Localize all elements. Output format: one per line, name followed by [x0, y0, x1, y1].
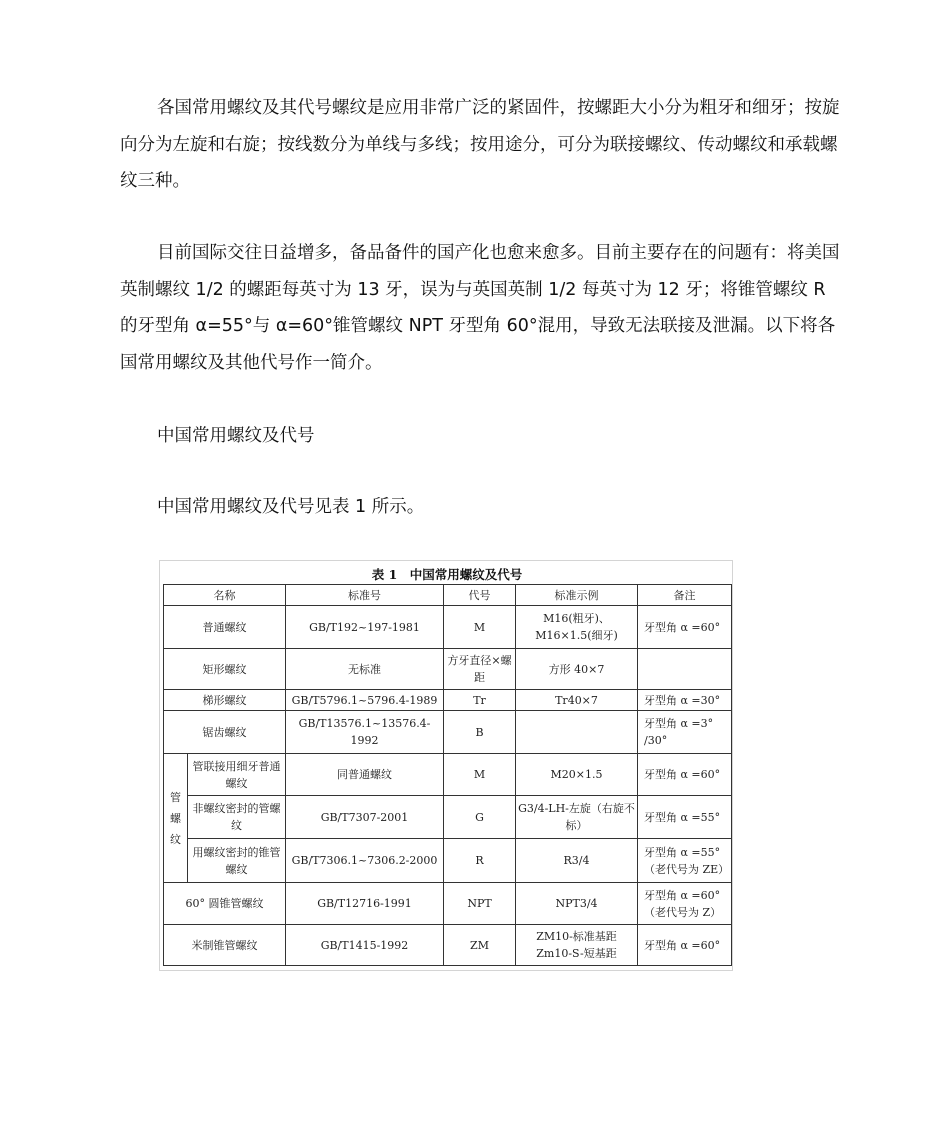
row-standard: 无标准 [286, 649, 444, 690]
row-name: 管联接用细牙普通螺纹 [188, 754, 286, 796]
row-example: G3/4-LH-左旋（右旋不标） [516, 796, 638, 839]
table-row [164, 925, 732, 966]
row-standard: GB/T192~197-1981 [286, 606, 444, 649]
header-note: 备注 [638, 585, 732, 606]
thread-table [163, 584, 732, 966]
row-name: 普通螺纹 [164, 606, 286, 649]
table-title: 表 1 中国常用螺纹及代号 [371, 567, 523, 582]
row-note: 牙型角 α =60° [638, 754, 732, 796]
pipe-thread-group-label: 管 螺 纹 [164, 754, 188, 883]
row-code: NPT [444, 883, 516, 925]
row-standard: GB/T7306.1~7306.2-2000 [286, 839, 444, 883]
row-example: Tr40×7 [516, 690, 638, 711]
row-code: R [444, 839, 516, 883]
section-heading: 中国常用螺纹及代号 [157, 426, 315, 446]
row-example [516, 711, 638, 754]
row-name: 梯形螺纹 [164, 690, 286, 711]
row-name: 锯齿螺纹 [164, 711, 286, 754]
row-note [638, 649, 732, 690]
row-standard: GB/T13576.1~13576.4-1992 [286, 711, 444, 754]
table-reference-paragraph: 中国常用螺纹及代号见表 1 所示。 [157, 497, 425, 517]
table-row [164, 839, 732, 883]
row-code: G [444, 796, 516, 839]
row-name: 米制锥管螺纹 [164, 925, 286, 966]
row-code: ZM [444, 925, 516, 966]
row-standard: GB/T7307-2001 [286, 796, 444, 839]
row-standard: GB/T12716-1991 [286, 883, 444, 925]
header-standard: 标准号 [286, 585, 444, 606]
row-standard: GB/T1415-1992 [286, 925, 444, 966]
intro-paragraph: 各国常用螺纹及其代号螺纹是应用非常广泛的紧固件，按螺距大小分为粗牙和细牙；按旋向分为左旋和右旋；按线数分为单线与多线；按用途分，可分为联接螺纹、传动螺纹和承载螺纹三种。 [120, 98, 840, 191]
row-code: B [444, 711, 516, 754]
header-example: 标准示例 [516, 585, 638, 606]
row-example: ZM10-标准基距 Zm10-S-短基距 [516, 925, 638, 966]
table-row [164, 690, 732, 711]
row-code: Tr [444, 690, 516, 711]
row-standard: GB/T5796.1~5796.4-1989 [286, 690, 444, 711]
row-example: 方形 40×7 [516, 649, 638, 690]
header-name: 名称 [164, 585, 286, 606]
row-note: 牙型角 α =60° [638, 606, 732, 649]
row-note: 牙型角 α =55° [638, 796, 732, 839]
table-row [164, 649, 732, 690]
row-example: NPT3/4 [516, 883, 638, 925]
table-row [164, 711, 732, 754]
row-example: M20×1.5 [516, 754, 638, 796]
row-note: 牙型角 α =55°（老代号为 ZE） [638, 839, 732, 883]
table-row [164, 754, 732, 796]
issues-paragraph: 目前国际交往日益增多，备品备件的国产化也愈来愈多。目前主要存在的问题有：将美国英制螺纹 1/2 的螺距每英寸为 13 牙，误为与英国英制 1/2 每英寸为 12 牙；将锥管螺纹 R 的牙型角 α=55°与 α=60°锥管螺纹 NPT 牙型角 60°混用，导致无法联接及泄漏。以下将各国常用螺纹及其他代号作一简介。 [120, 243, 840, 373]
row-name: 矩形螺纹 [164, 649, 286, 690]
row-code: M [444, 754, 516, 796]
row-name: 60° 圆锥管螺纹 [164, 883, 286, 925]
row-note: 牙型角 α =60° [638, 925, 732, 966]
table-image [159, 560, 733, 971]
table-row [164, 883, 732, 925]
row-name: 非螺纹密封的管螺纹 [188, 796, 286, 839]
row-standard: 同普通螺纹 [286, 754, 444, 796]
table-row [164, 606, 732, 649]
header-code: 代号 [444, 585, 516, 606]
row-note: 牙型角 α =60°（老代号为 Z） [638, 883, 732, 925]
row-code: M [444, 606, 516, 649]
table-header-row [164, 585, 732, 606]
row-example: R3/4 [516, 839, 638, 883]
table-row [164, 796, 732, 839]
row-code: 方牙直径×螺距 [444, 649, 516, 690]
row-example: M16(粗牙)、M16×1.5(细牙) [516, 606, 638, 649]
row-note: 牙型角 α =3° /30° [638, 711, 732, 754]
row-note: 牙型角 α =30° [638, 690, 732, 711]
row-name: 用螺纹密封的锥管螺纹 [188, 839, 286, 883]
